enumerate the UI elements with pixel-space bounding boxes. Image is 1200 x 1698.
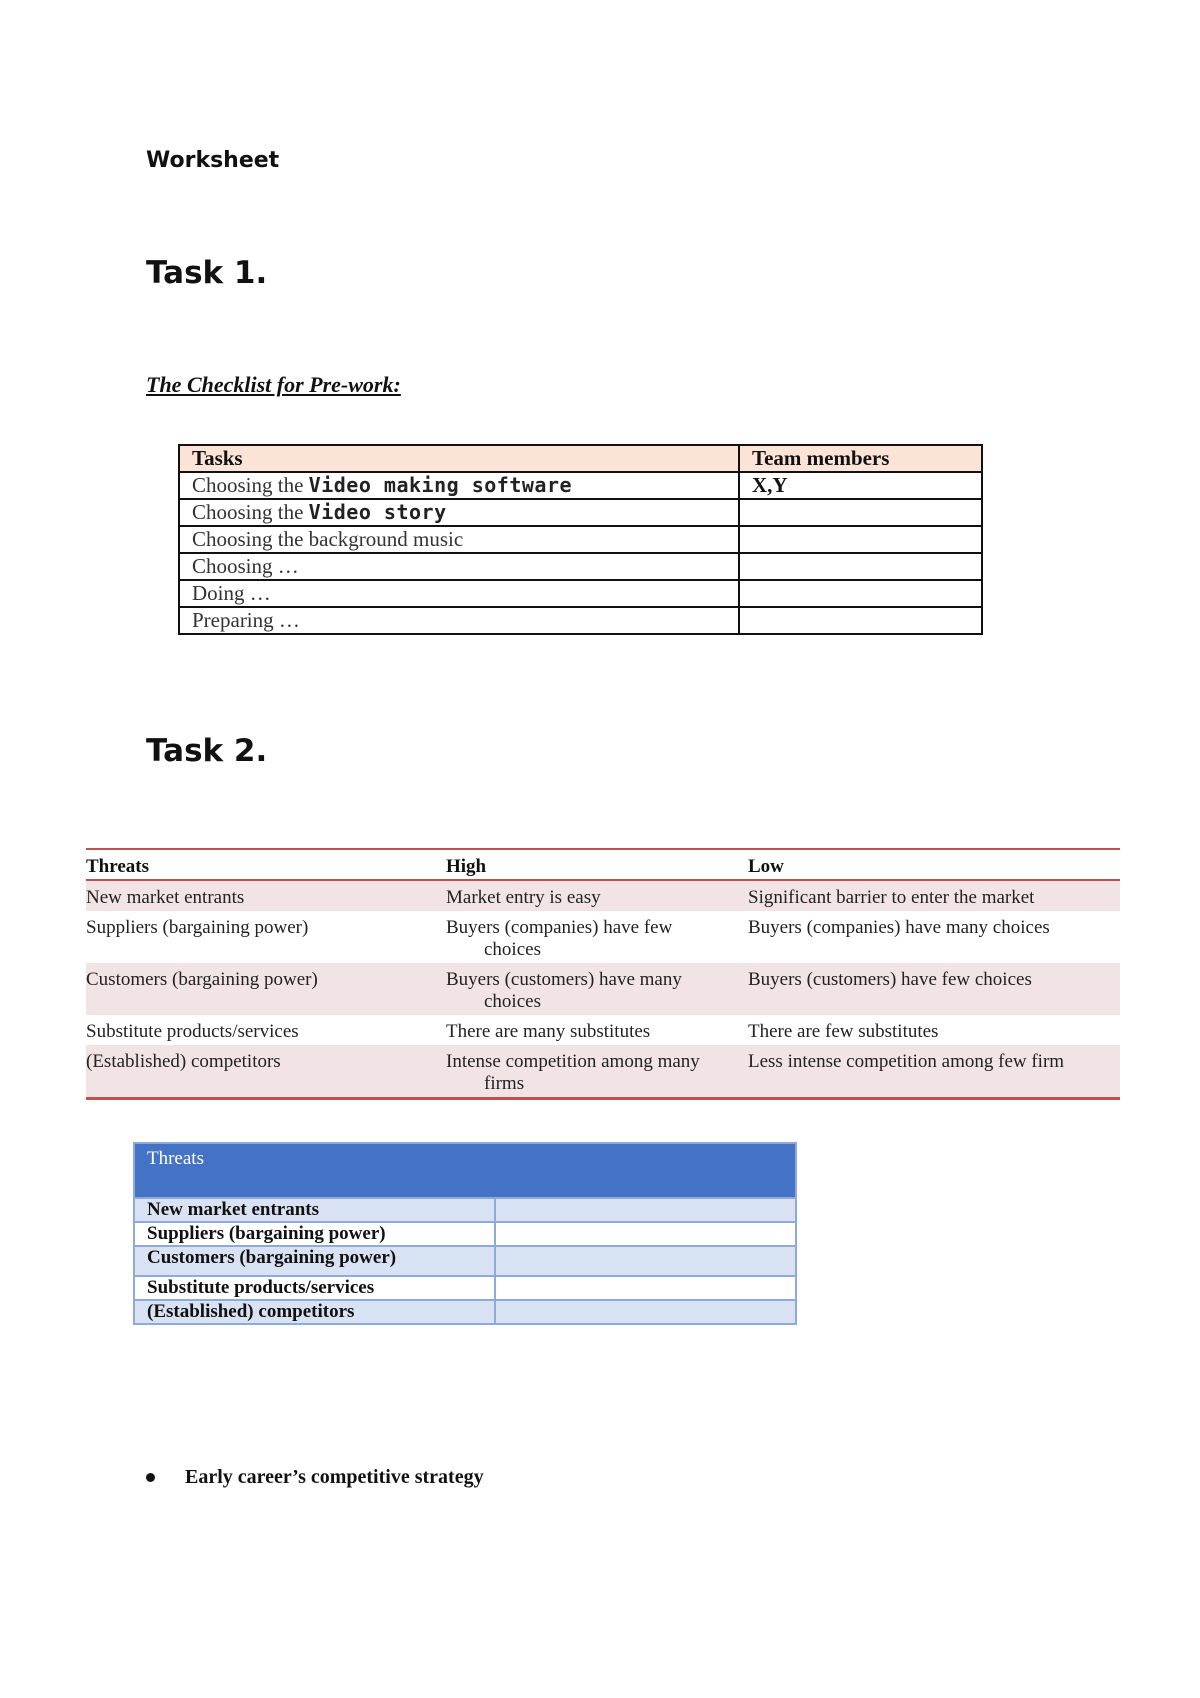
assessment-value-cell[interactable] <box>495 1198 796 1222</box>
threat-cell: (Established) competitors <box>86 1045 446 1099</box>
member-cell[interactable] <box>739 499 982 526</box>
assessment-value-cell[interactable] <box>495 1222 796 1246</box>
blue-header-row <box>134 1143 796 1198</box>
task-emphasis: Video story <box>308 500 447 524</box>
task-emphasis: Video making software <box>308 473 573 497</box>
member-cell[interactable]: X,Y <box>739 472 982 499</box>
task-cell <box>179 499 739 526</box>
high-column-header: High <box>446 849 748 880</box>
assessment-value-cell[interactable] <box>495 1276 796 1300</box>
checklist-row <box>179 607 982 634</box>
bullet-item <box>146 1466 484 1489</box>
assessment-row <box>134 1246 796 1276</box>
threat-cell: Suppliers (bargaining power) <box>86 917 309 938</box>
high-text: Buyers (customers) have many <box>446 969 682 990</box>
assessment-threat-cell: Customers (bargaining power) <box>134 1246 495 1276</box>
task-text: Choosing the <box>192 473 309 497</box>
assessment-value-cell[interactable] <box>495 1246 796 1276</box>
assessment-threat-cell: Suppliers (bargaining power) <box>134 1222 495 1246</box>
assessment-value-cell[interactable] <box>495 1300 796 1324</box>
checklist-heading: The Checklist for Pre-work: <box>146 372 401 397</box>
assessment-threat-cell: New market entrants <box>134 1198 495 1222</box>
assessment-row <box>134 1222 796 1246</box>
threat-cell: Substitute products/services <box>86 1021 299 1042</box>
low-cell: Buyers (customers) have few choices <box>748 963 1120 1015</box>
low-cell: Buyers (companies) have many choices <box>748 917 1050 938</box>
high-cell <box>446 911 748 963</box>
checklist-row <box>179 580 982 607</box>
checklist-table <box>178 444 983 635</box>
high-text: Buyers (companies) have few <box>446 917 673 938</box>
bullet-icon <box>146 1473 155 1482</box>
high-cell <box>446 1015 748 1045</box>
threat-row <box>86 880 1120 911</box>
task-cell: Preparing … <box>179 607 739 634</box>
assessment-threat-cell: Substitute products/services <box>134 1276 495 1300</box>
task1-heading: Task 1. <box>146 255 268 291</box>
high-cell <box>446 963 748 1015</box>
member-cell[interactable] <box>739 580 982 607</box>
low-cell: Less intense competition among few firm <box>748 1045 1120 1099</box>
task-cell <box>179 472 739 499</box>
assessment-row <box>134 1198 796 1222</box>
assessment-row <box>134 1300 796 1324</box>
task-text: Choosing the <box>192 500 309 524</box>
checklist-row <box>179 472 982 499</box>
assessment-threat-cell: (Established) competitors <box>134 1300 495 1324</box>
low-column-header: Low <box>748 849 1120 880</box>
threat-cell: Customers (bargaining power) <box>86 963 446 1015</box>
threat-cell: New market entrants <box>86 880 446 911</box>
threats-header-row <box>86 849 1120 880</box>
checklist-row <box>179 553 982 580</box>
high-text: There are many substitutes <box>446 1021 651 1042</box>
high-text-continued: choices <box>484 939 541 960</box>
low-cell: There are few substitutes <box>748 1021 939 1042</box>
checklist-row <box>179 499 982 526</box>
task2-heading: Task 2. <box>146 733 268 769</box>
member-cell[interactable] <box>739 553 982 580</box>
threat-row <box>86 1015 1120 1045</box>
task-cell: Choosing the background music <box>179 526 739 553</box>
bullet-text: Early career’s competitive strategy <box>185 1466 484 1488</box>
task-cell: Doing … <box>179 580 739 607</box>
tasks-column-header: Tasks <box>179 445 739 472</box>
high-cell <box>446 1045 748 1099</box>
threat-row <box>86 1045 1120 1099</box>
blue-threats-header: Threats <box>134 1143 796 1198</box>
threat-row <box>86 963 1120 1015</box>
low-cell: Significant barrier to enter the market <box>748 880 1120 911</box>
team-members-column-header: Team members <box>739 445 982 472</box>
threats-column-header: Threats <box>86 849 446 880</box>
threats-assessment-table <box>133 1142 797 1325</box>
task-cell: Choosing … <box>179 553 739 580</box>
member-cell[interactable] <box>739 607 982 634</box>
high-text: Intense competition among many <box>446 1051 700 1072</box>
high-text-continued: choices <box>484 991 541 1012</box>
checklist-row <box>179 526 982 553</box>
high-cell <box>446 880 748 911</box>
worksheet-title: Worksheet <box>146 148 280 173</box>
high-text: Market entry is easy <box>446 887 601 908</box>
assessment-row <box>134 1276 796 1300</box>
member-cell[interactable] <box>739 526 982 553</box>
threats-comparison-table <box>86 848 1120 1100</box>
checklist-header-row <box>179 445 982 472</box>
threat-row <box>86 911 1120 963</box>
high-text-continued: firms <box>484 1073 525 1094</box>
